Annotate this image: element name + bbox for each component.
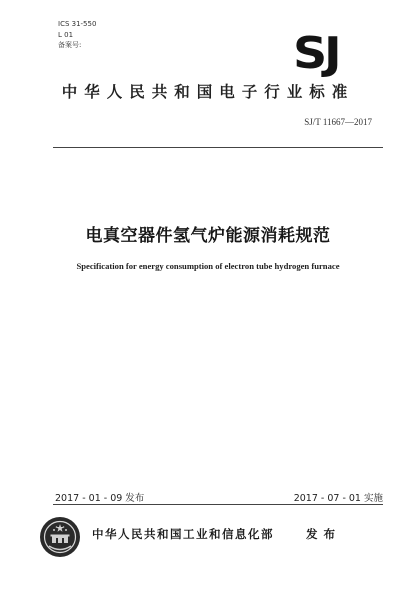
standard-number: SJ/T 11667—2017 — [304, 117, 372, 127]
issue-date: 2017 - 01 - 09 发布 — [55, 493, 145, 504]
national-emblem-icon — [39, 516, 81, 558]
bottom-divider — [53, 504, 383, 505]
implementation-date: 2017 - 07 - 01 实施 — [293, 493, 383, 504]
issuing-authority: 中华人民共和国工业和信息化部 — [92, 527, 274, 541]
ics-code: ICS 31-550 — [58, 20, 97, 28]
classification-block — [58, 19, 96, 51]
class-code: L 01 — [58, 30, 74, 39]
document-title-english: Specification for energy consumption of electron tube hydrogen furnace — [76, 261, 340, 271]
publish-label: 发布 — [306, 527, 341, 541]
standard-type-heading: 中华人民共和国电子行业标准 — [61, 83, 355, 101]
document-title-chinese: 电真空器件氢气炉能源消耗规范 — [85, 226, 331, 246]
sj-logo: SJ — [293, 28, 339, 79]
top-divider — [53, 147, 383, 148]
filing-number-label: 备案号: — [58, 41, 82, 49]
